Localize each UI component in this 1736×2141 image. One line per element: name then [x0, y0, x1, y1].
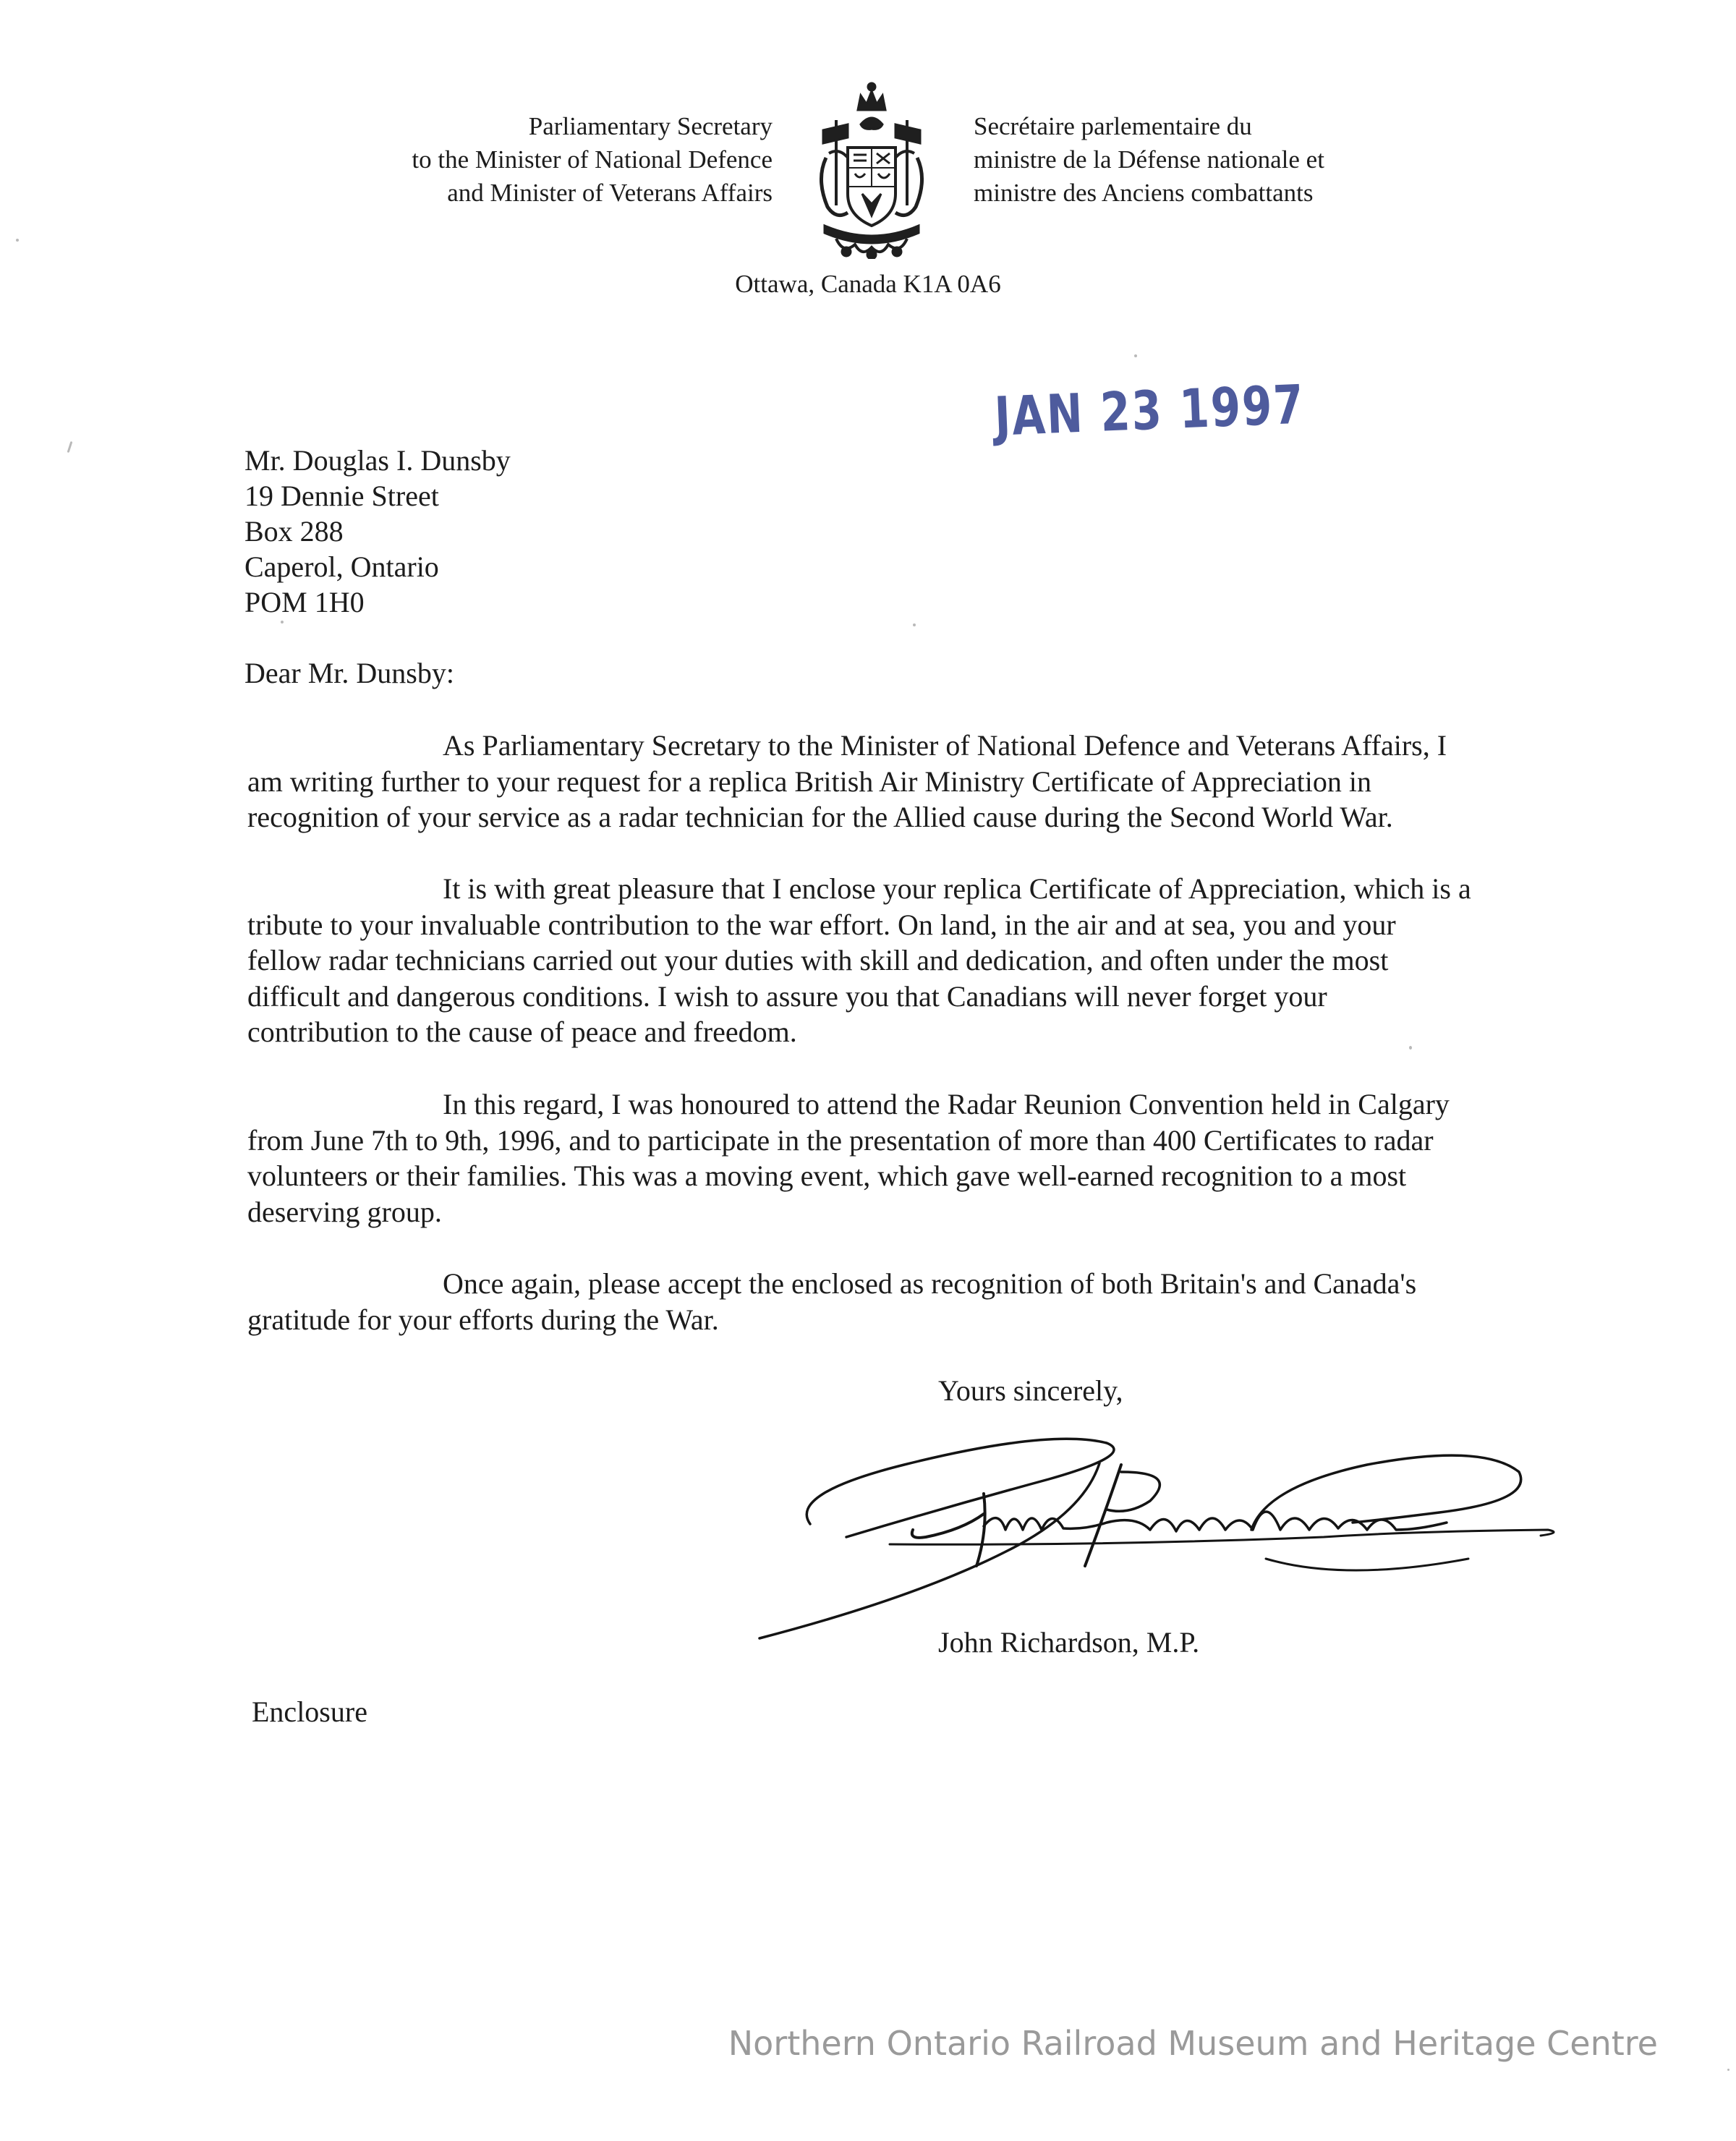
signer-name: John Richardson, M.P. — [938, 1626, 1200, 1659]
signature-icon — [745, 1421, 1577, 1653]
scan-speck — [913, 623, 916, 626]
body-paragraph-3 — [247, 1086, 1542, 1230]
paragraph-line: contribution to the cause of peace and freedom. — [247, 1016, 797, 1048]
recipient-postal-code: POM 1H0 — [244, 586, 365, 618]
paragraph-line: In this regard, I was honoured to attend the Radar Reunion Convention held in Calgary — [443, 1088, 1450, 1120]
closing: Yours sincerely, — [938, 1374, 1123, 1407]
salutation: Dear Mr. Dunsby: — [244, 657, 454, 689]
recipient-street: 19 Dennie Street — [244, 480, 439, 512]
paragraph-line: Once again, please accept the enclosed as recognition of both Britain's and Canada's — [443, 1267, 1417, 1300]
paragraph-line: volunteers or their families. This was a moving event, which gave well-earned recognition to a most — [247, 1159, 1407, 1192]
paragraph-line: difficult and dangerous conditions. I wish to assure you that Canadians will never forget your — [247, 979, 1327, 1013]
letterhead-english-line: and Minister of Veterans Affairs — [447, 179, 773, 207]
paragraph-line: tribute to your invaluable contribution to the war effort. On land, in the air and at sea, you and your — [247, 908, 1396, 941]
recipient-name: Mr. Douglas I. Dunsby — [244, 444, 511, 477]
body-paragraph-4 — [247, 1266, 1542, 1337]
recipient-box: Box 288 — [244, 515, 344, 548]
letterhead-french-line: Secrétaire parlementaire du — [974, 112, 1252, 140]
letterhead-city: Ottawa, Canada K1A 0A6 — [735, 270, 1001, 298]
paragraph-line: As Parliamentary Secretary to the Minister of National Defence and Veterans Affairs, I — [443, 729, 1447, 762]
letterhead-english-line: Parliamentary Secretary — [528, 112, 773, 140]
scan-speck — [281, 621, 284, 623]
letterhead-english — [266, 110, 773, 210]
scan-speck — [16, 239, 19, 242]
paragraph-line: It is with great pleasure that I enclose your replica Certificate of Appreciation, which is a — [443, 872, 1471, 905]
scan-speck — [1409, 1046, 1412, 1050]
watermark: Northern Ontario Railroad Museum and Heritage Centre — [728, 2024, 1658, 2063]
recipient-city: Caperol, Ontario — [244, 550, 439, 583]
paragraph-line: gratitude for your efforts during the War. — [247, 1303, 719, 1336]
letterhead-french — [974, 110, 1480, 210]
paragraph-line: am writing further to your request for a replica British Air Ministry Certificate of Appreciation in — [247, 765, 1372, 798]
letterhead-french-line: ministre de la Défense nationale et — [974, 145, 1324, 174]
letterhead-english-line: to the Minister of National Defence — [412, 145, 773, 174]
coat-of-arms-icon — [810, 78, 933, 259]
letterhead-french-line: ministre des Anciens combattants — [974, 179, 1314, 207]
date-stamp: JAN 23 1997 — [993, 373, 1306, 448]
paragraph-line: deserving group. — [247, 1195, 442, 1228]
body-paragraph-2 — [247, 871, 1542, 1050]
paragraph-line: from June 7th to 9th, 1996, and to participate in the presentation of more than 400 Certificates to radar — [247, 1123, 1434, 1157]
recipient-address — [244, 443, 511, 620]
scan-speck — [1727, 2069, 1729, 2071]
body-paragraph-1 — [247, 728, 1542, 835]
scan-speck — [67, 441, 73, 453]
enclosure-note: Enclosure — [252, 1695, 367, 1728]
paragraph-line: fellow radar technicians carried out your duties with skill and dedication, and often under the most — [247, 944, 1389, 976]
scan-speck — [1134, 354, 1137, 357]
paragraph-line: recognition of your service as a radar technician for the Allied cause during the Second World War. — [247, 801, 1393, 833]
